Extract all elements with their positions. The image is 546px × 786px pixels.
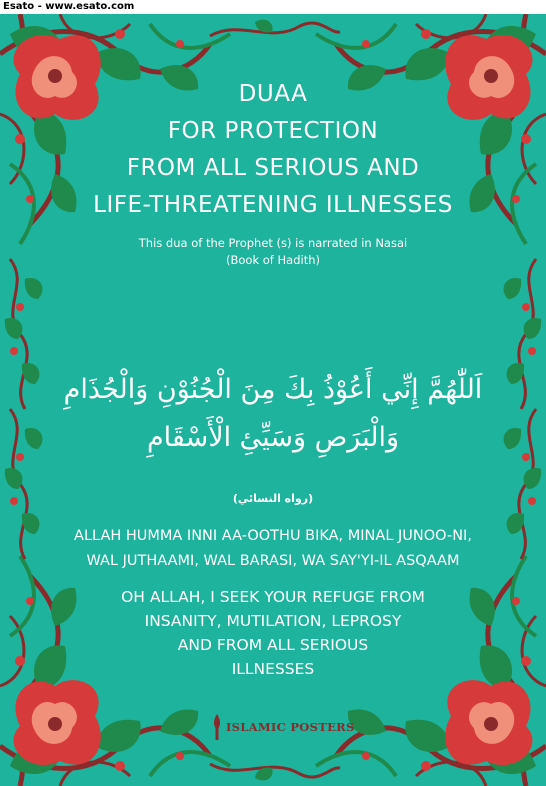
poster-content — [0, 14, 546, 786]
arabic-line: اَللّٰهُمَّ إِنِّي أَعُوْذُ بِكَ مِنَ الْجُنُوْنِ وَالْجُذَامِ — [63, 374, 483, 405]
title-line: LIFE-THREATENING ILLNESSES — [93, 192, 453, 218]
title-line: DUAA — [238, 81, 308, 107]
english-translation — [60, 585, 486, 681]
translation-line: OH ALLAH, I SEEK YOUR REFUGE FROM — [121, 588, 425, 606]
islamic-posters-logo — [210, 712, 355, 742]
poster — [0, 14, 546, 786]
arabic-source: (رواه النسائي) — [232, 492, 314, 505]
subtitle-line: This dua of the Prophet (s) is narrated in Nasai — [138, 236, 408, 250]
islamic-posters-logo-icon — [210, 712, 224, 742]
arabic-line: وَالْبَرَصِ وَسَيِّئِ الْأَسْقَامِ — [146, 422, 400, 453]
logo-text: ISLAMIC POSTERS — [226, 720, 355, 734]
subtitle-line: (Book of Hadith) — [226, 253, 320, 267]
transliteration-line: WAL JUTHAAMI, WAL BARASI, WA SAY'YI-IL ASQAAM — [86, 553, 460, 569]
translation-line: AND FROM ALL SERIOUS — [177, 636, 369, 654]
arabic-dua — [40, 366, 506, 462]
transliteration-line: ALLAH HUMMA INNI AA-OOTHU BIKA, MINAL JUNOO-NI, — [74, 528, 472, 544]
narration-note — [60, 235, 486, 269]
title-line: FROM ALL SERIOUS AND — [126, 155, 420, 181]
translation-line: ILLNESSES — [231, 660, 315, 678]
translation-line: INSANITY, MUTILATION, LEPROSY — [144, 612, 402, 630]
poster-title — [40, 76, 506, 224]
watermark-text: Esato - www.esato.com — [0, 0, 546, 14]
title-line: FOR PROTECTION — [167, 118, 379, 144]
transliteration — [20, 524, 526, 574]
